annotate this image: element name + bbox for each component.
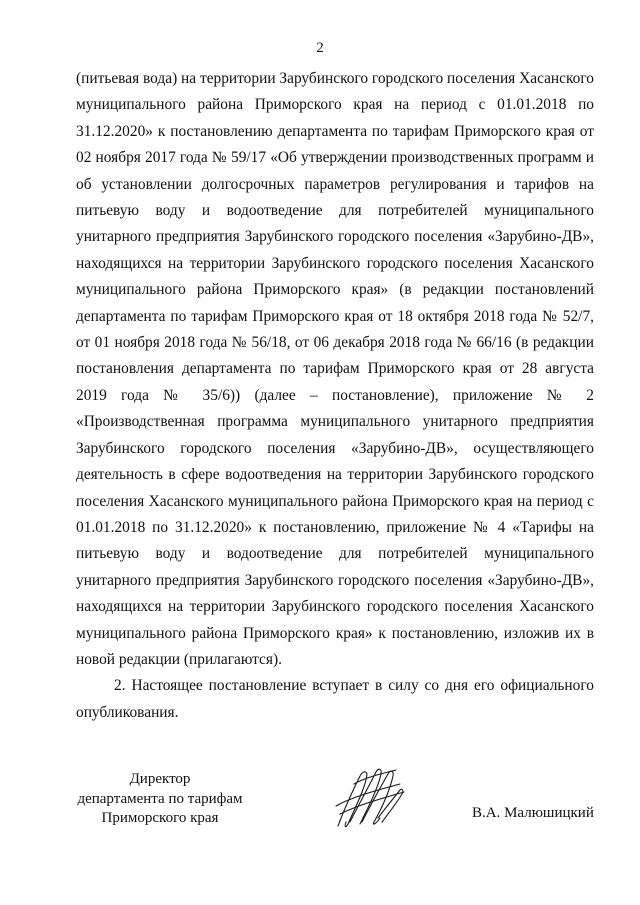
paragraph-2: 2. Настоящее постановление вступает в силу со дня его официального опубликования. — [76, 677, 594, 721]
signatory-title-line-3: Приморского края — [101, 810, 219, 826]
signatory-title — [70, 770, 250, 829]
handwritten-signature — [330, 762, 410, 834]
document-body — [76, 66, 594, 726]
signatory-title-line-2: департамента по тарифам — [77, 790, 243, 807]
page-number: 2 — [316, 40, 324, 56]
paragraph-1: (питьевая вода) на территории Зарубинского городского поселения Хасанского муниципального района Приморского края на период с 01.01.2018 по 31.12.2020» к постановлению департамента по тарифам Приморского края от 02 ноября 2017 года № 59/17 «Об утверждении производственных программ и об установлении долгосрочных параметров регулирования и тарифов на питьевую воду и водоотведение для потребителей муниципального унитарного предприятия Зарубинского городского поселения «Зарубино-ДВ», находящихся на территории Зарубинского городского поселения Хасанского муниципального района Приморского края» (в редакции постановлений департамента по тарифам Приморского края от 18 октября 2018 года № 52/7, от 01 ноября 2018 года № 56/18, от 06 декабря 2018 года № 66/16 (в редакции постановления департамента по тарифам Приморского края от 28 августа 2019 года № 35/6)) (далее – постановление), приложение № 2 «Производственная программа муниципального унитарного предприятия Зарубинского городского поселения «Зарубино-ДВ», осуществляющего деятельность в сфере водоотведения на территории Зарубинского городского поселения Хасанского муниципального района Приморского края на период с 01.01.2018 по 31.12.2020» к постановлению, приложение № 4 «Тарифы на питьевую воду и водоотведение для потребителей муниципального унитарного предприятия Зарубинского городского поселения «Зарубино-ДВ», находящихся на территории Зарубинского городского поселения Хасанского муниципального района Приморского края» к постановлению, изложив их в новой редакции (прилагаются). — [76, 70, 594, 668]
signatory-title-line-1: Директор — [129, 771, 191, 787]
signer-name: В.А. Малюшицкий — [472, 805, 594, 821]
